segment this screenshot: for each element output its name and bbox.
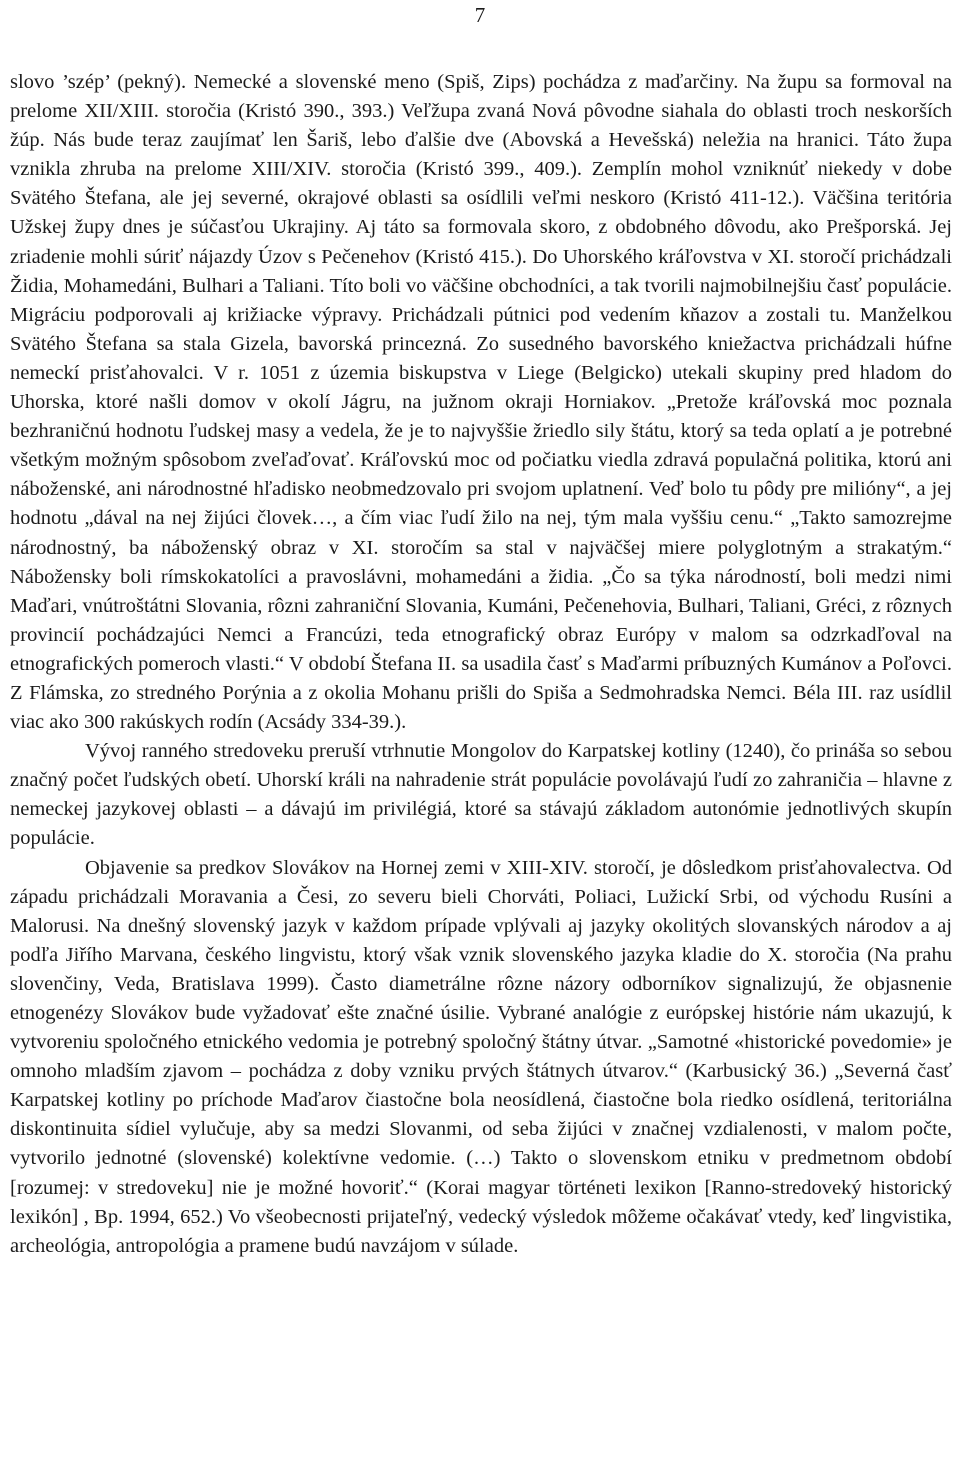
document-body xyxy=(10,68,952,1261)
page-number: 7 xyxy=(474,3,486,27)
paragraph-mongol-invasion: Vývoj ranného stredoveku preruší vtrhnutie Mongolov do Karpatskej kotliny (1240), čo prináša so sebou značný počet ľudských obetí. Uhorskí králi na nahradenie strát populácie povolávajú ľudí zo zahraničia – hlavne z nemeckej jazykovej oblasti – a dávajú im privilégiá, ktoré sa stávajú základom autonómie jednotlivých skupín populácie. xyxy=(10,740,952,850)
paragraph-continuation: slovo ’szép’ (pekný). Nemecké a slovenské meno (Spiš, Zips) pochádza z maďarčiny. Na župu sa formoval na prelome XII/XIII. storočia (Kristó 390., 393.) Veľžupa zvaná Nová pôvodne siahala do oblasti troch neskorších žúp. Nás bude teraz zaujímať len Šariš, lebo ďalšie dve (Abovská a Hevešská) neležia na hranici. Táto župa vznikla zhruba na prelome XIII/XIV. storočia (Kristó 399., 409.). Zemplín mohol vzniknúť niekedy v dobe Svätého Štefana, ale jej severné, okrajové oblasti sa osídlili veľmi neskoro (Kristó 411-12.). Väčšina teritória Užskej župy dnes je súčasťou Ukrajiny. Aj táto sa formovala skoro, z obdobného dôvodu, ako Prešporská. Jej zriadenie mohli súriť nájazdy Úzov s Pečenehov (Kristó 415.). Do Uhorského kráľovstva v XI. storočí prichádzali Židia, Mohamedáni, Bulhari a Taliani. Títo boli vo väčšine obchodníci, a tak tvorili najmobilnejšiu časť populácie. Migráciu podporovali aj križiacke výpravy. Prichádzali pútnici pod vedením kňazov a zostali tu. Manželkou Svätého Štefana sa stala Gizela, bavorská princezná. Zo susedného bavorského kniežactva prichádzali húfne nemeckí prisťahovalci. V r. 1051 z územia biskupstva v Liege (Belgicko) utekali skupiny pred hladom do Uhorska, ktoré našli domov v okolí Jágru, na južnom okraji Horniakov. „Pretože kráľovská moc poznala bezhraničnú hodnotu ľudskej masy a vedela, že je to najvyššie žriedlo sily štátu, ktorý sa teda oplatí a je potrebné všetkým možným spôsobom zveľaďovať. Kráľovskú moc od počiatku viedla zdravá populačná politika, ktorú ani náboženské, ani národnostné hľadisko neobmedzovalo pri svojom uplatnení. Veď bolo tu pôdy pre milióny“, a jej hodnotu „dával na nej žijúci človek…, a čím viac ľudí žilo na nej, tým mala vyššiu cenu.“ „Takto samozrejme národnostný, ba náboženský obraz v XI. storočím sa stal v najväčšej miere polyglotným a strakatým.“ Nábožensky boli rímskokatolíci a pravoslávni, mohamedáni a židia. „Čo sa týka národností, boli medzi nimi Maďari, vnútroštátni Slovania, rôzni zahraniční Slovania, Kumáni, Pečenehovia, Bulhari, Taliani, Gréci, z rôznych provincií pochádzajúci Nemci a Francúzi, teda etnografický obraz Európy v malom sa odzrkadľoval na etnografických pomeroch vlasti.“ V období Štefana II. sa usadila časť s Maďarmi príbuzných Kumánov a Poľovci. Z Flámska, zo stredného Porýnia a z okolia Mohanu prišli do Spiša a Sedmohradska Nemci. Béla III. raz usídlil viac ako 300 rakúskych rodín (Acsády 334-39.). xyxy=(10,71,952,734)
paragraph-slovak-ancestors: Objavenie sa predkov Slovákov na Hornej zemi v XIII-XIV. storočí, je dôsledkom prisťahovalectva. Od západu prichádzali Moravania a Česi, zo severu bieli Chorváti, Poliaci, Lužickí Srbi, od východu Rusíni a Malorusi. Na dnešný slovenský jazyk v každom prípade vplývali aj jazyky okolitých slovanských národov a aj podľa Jiřího Marvana, českého lingvistu, ktorý však vznik slovenského jazyka kladie do X. storočia (Na prahu slovenčiny, Veda, Bratislava 1999). Často diametrálne rôzne názory odborníkov signalizujú, že objasnenie etnogenézy Slovákov bude vyžadovať ešte značné úsilie. Vybrané analógie z európskej histórie nám ukazujú, k vytvoreniu spoločného etnického vedomia je potrebný spoločný štátny útvar. „Samotné «historické povedomie» je omnoho mladším zjavom – pochádza z doby vzniku prvých štátnych útvarov.“ (Karbusický 36.) „Severná časť Karpatskej kotliny po príchode Maďarov čiastočne bola neosídlená, čiastočne bola riedko osídlená, teritoriálna diskontinuita sídiel vylučuje, aby sa medzi Slovanmi, od seba žijúci v značnej vzdialenosti, v malom počte, vytvorilo jednotné (slovenské) kolektívne vedomie. (…) Takto o slovenskom etniku v predmetnom období [rozumej: v stredoveku] nie je možné hovoriť.“ (Korai magyar történeti lexikon [Ranno-stredoveký historický lexikón] , Bp. 1994, 652.) Vo všeobecnosti prijateľný, vedecký výsledok môžeme očakávať vtedy, keď lingvistika, archeológia, antropológia a pramene budú navzájom v súlade. xyxy=(10,856,952,1257)
